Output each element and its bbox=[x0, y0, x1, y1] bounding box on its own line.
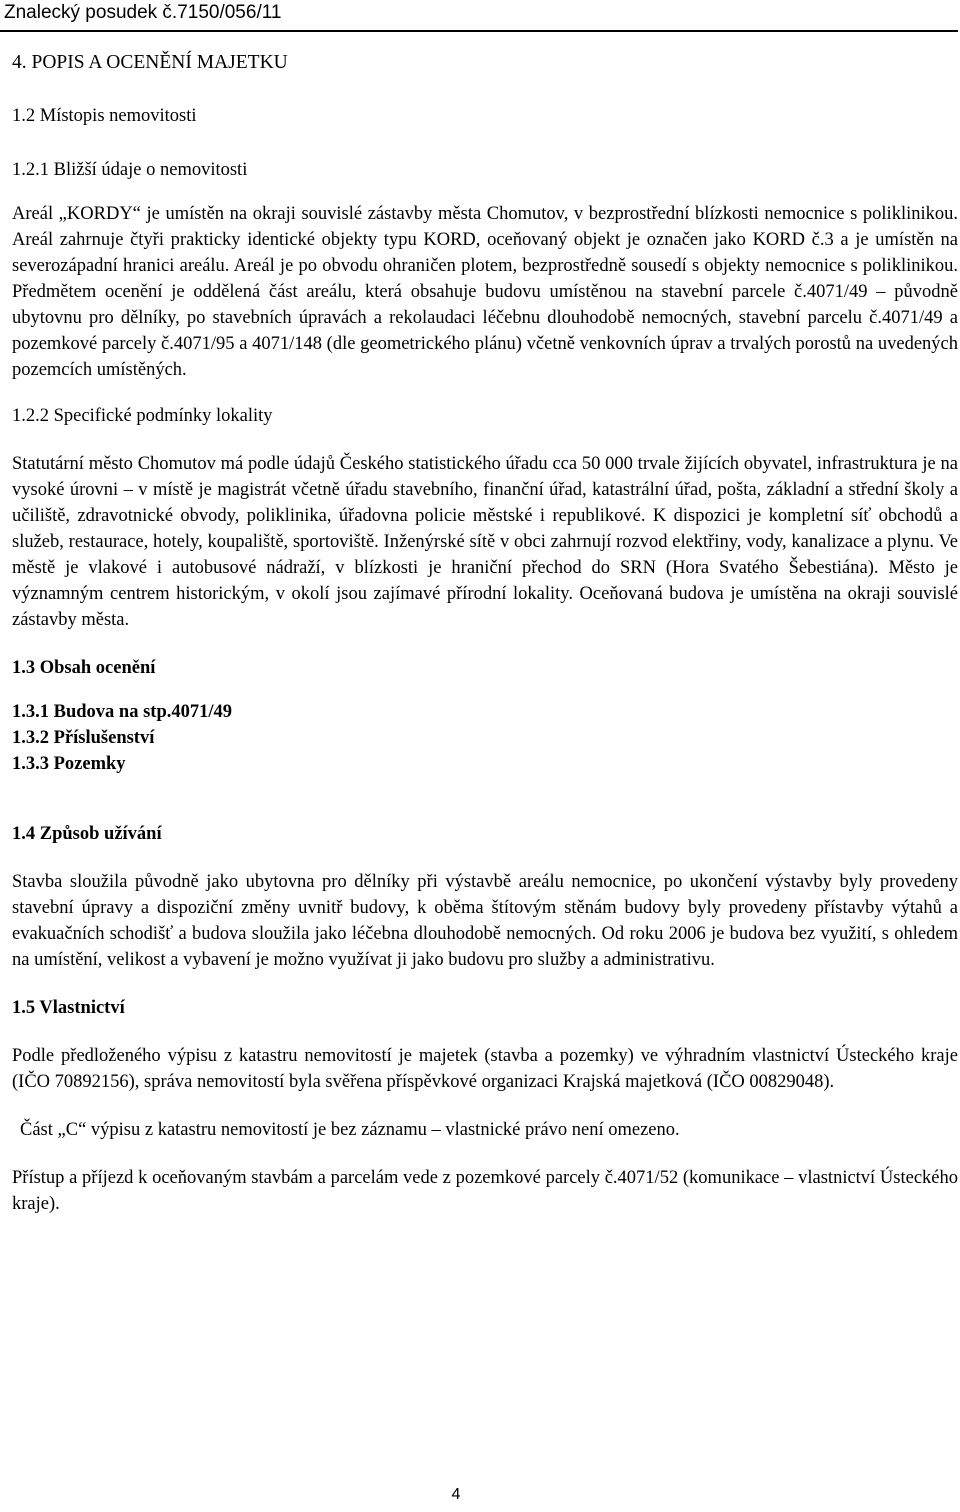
document-body bbox=[12, 50, 958, 1217]
contents-list bbox=[12, 699, 958, 777]
section-title: 4. POPIS A OCENĚNÍ MAJETKU bbox=[12, 52, 288, 73]
heading-1-3: 1.3 Obsah ocenění bbox=[12, 658, 156, 678]
paragraph-1-2-1: Areál „KORDY“ je umístěn na okraji souvislé zástavby města Chomutov, v bezprostřední blízkosti nemocnice s poliklinikou. Areál zahrnuje čtyři prakticky identické objekty typu KORD, oceňovaný objekt je označen jako KORD č.3 a je umístěn na severozápadní hranici areálu. Areál je po obvodu ohraničen plotem, bezprostředně sousedí s objekty nemocnice s poliklinikou. Předmětem ocenění je oddělená část areálu, která obsahuje budovu umístěnou na stavební parcele č.4071/49 – původně ubytovnu pro dělníky, po stavebních úpravách a rekolaudaci léčebnu dlouhodobě nemocných, stavební parcelu č.4071/49 a pozemkové parcely č.4071/95 a 4071/148 (dle geometrického plánu) včetně venkovních úprav a trvalých porostů na uvedených pozemcích umístěných. bbox=[12, 204, 958, 380]
heading-1-4: 1.4 Způsob užívání bbox=[12, 824, 162, 844]
paragraph-1-5-access: Přístup a příjezd k oceňovaným stavbám a parcelám vede z pozemkové parcely č.4071/52 (komunikace – vlastnictví Ústeckého kraje). bbox=[12, 1168, 958, 1214]
paragraph-1-2-2: Statutární město Chomutov má podle údajů Českého statistického úřadu cca 50 000 trvale žijících obyvatel, infrastruktura je na vysoké úrovni – v místě je magistrát včetně úřadu stavebního, finanční úřad, katastrální úřad, pošta, základní a střední školy a učiliště, zdravotnické obvody, poliklinika, úřadovna policie městské i republikové. K dispozici je kompletní síť obchodů a služeb, restaurace, hotely, koupaliště, sportoviště. Inženýrské sítě v obci zahrnují rozvod elektřiny, vody, kanalizace a plynu. Ve městě je vlakové i autobusové nádraží, v blízkosti je hraniční přechod do SRN (Hora Svatého Šebestiána). Město je významným centrem historickým, v okolí jsou zajímavé přírodní lokality. Oceňovaná budova je umístěna na okraji souvislé zástavby města. bbox=[12, 454, 958, 630]
heading-1-5: 1.5 Vlastnictví bbox=[12, 998, 125, 1018]
list-item: 1.3.2 Příslušenství bbox=[12, 728, 155, 748]
paragraph-1-4: Stavba sloužila původně jako ubytovna pro dělníky při výstavbě areálu nemocnice, po ukončení výstavby byly provedeny stavební úpravy a dispoziční změny uvnitř budovy, k oběma štítovým stěnám budovy byly provedeny přístavby výtahů a evakuačních schodišť a budova sloužila jako léčebna dlouhodobě nemocných. Od roku 2006 je budova bez využití, s ohledem na umístění, velikost a vybavení je možno využívat ji jako budovu pro služby a administrativu. bbox=[12, 872, 958, 970]
heading-1-2: 1.2 Místopis nemovitosti bbox=[12, 106, 197, 126]
paragraph-1-5-ownership: Podle předloženého výpisu z katastru nemovitostí je majetek (stavba a pozemky) ve výhradním vlastnictví Ústeckého kraje (IČO 70892156), správa nemovitostí byla svěřena příspěvkové organizaci Krajská majetková (IČO 00829048). bbox=[12, 1046, 958, 1092]
page-number: 4 bbox=[451, 1486, 461, 1503]
document-header: Znalecký posudek č.7150/056/11 bbox=[4, 2, 282, 23]
heading-1-2-1: 1.2.1 Bližší údaje o nemovitosti bbox=[12, 160, 248, 180]
list-item: 1.3.3 Pozemky bbox=[12, 754, 126, 774]
header-divider bbox=[0, 30, 958, 32]
paragraph-1-5-part-c: Část „C“ výpisu z katastru nemovitostí je bez záznamu – vlastnické právo není omezeno. bbox=[20, 1120, 680, 1140]
list-item: 1.3.1 Budova na stp.4071/49 bbox=[12, 702, 232, 722]
heading-1-2-2: 1.2.2 Specifické podmínky lokality bbox=[12, 406, 273, 426]
